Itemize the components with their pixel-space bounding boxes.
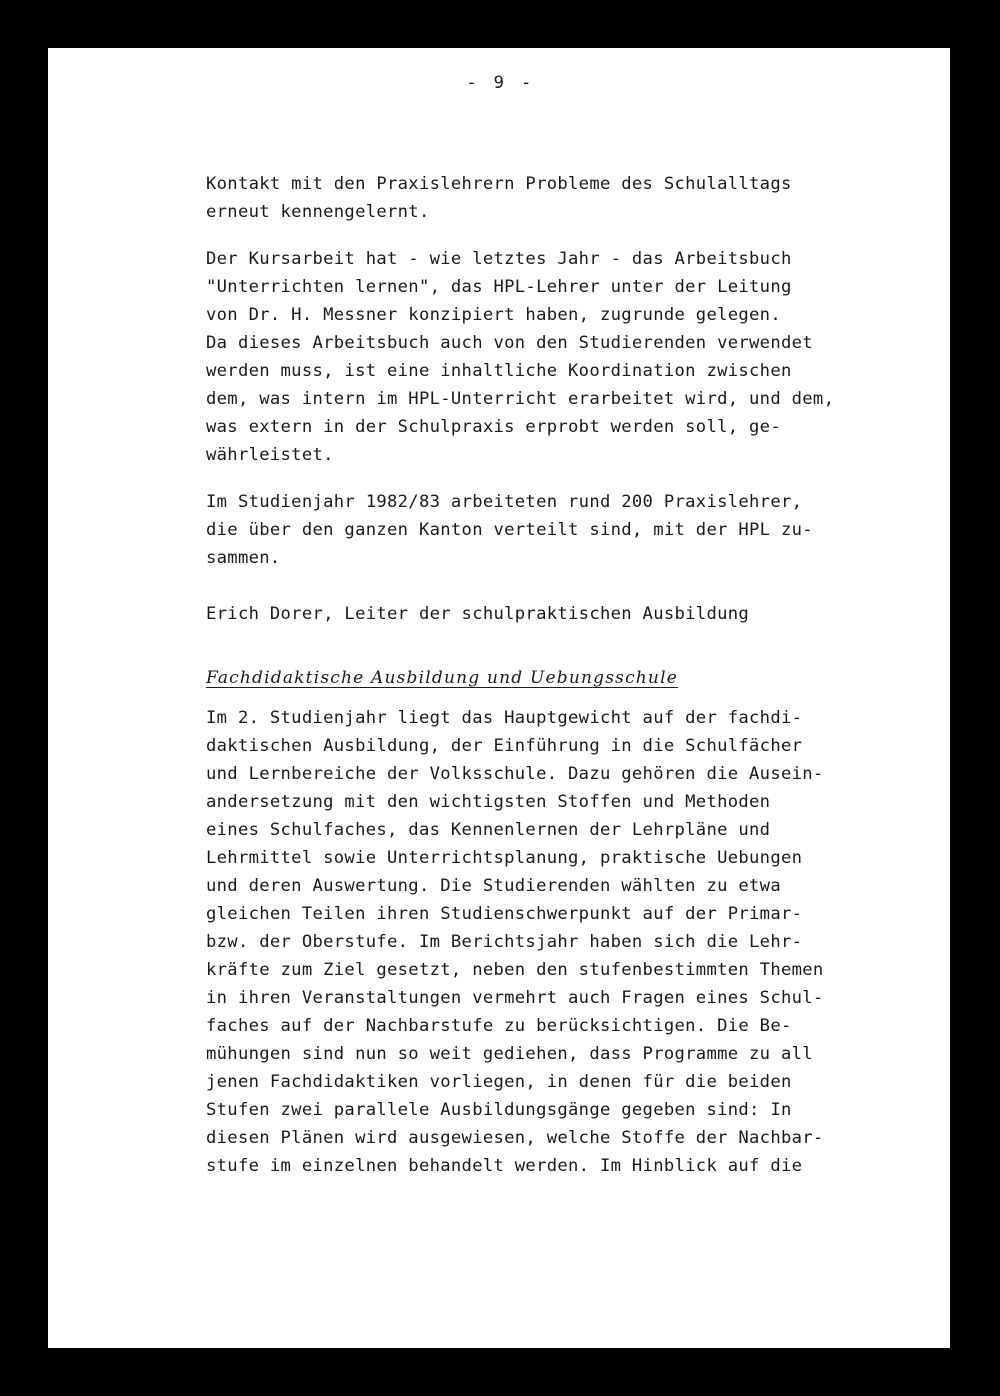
text-line: Da dieses Arbeitsbuch auch von den Studierenden verwendet [206, 333, 813, 353]
text-line: mühungen sind nun so weit gediehen, dass Programme zu all [206, 1044, 813, 1064]
paragraph-3 [206, 488, 926, 572]
section-paragraph [206, 704, 926, 1180]
text-line: stufe im einzelnen behandelt werden. Im Hinblick auf die [206, 1156, 803, 1176]
text-line: gleichen Teilen ihren Studienschwerpunkt auf der Primar- [206, 904, 803, 924]
text-line: was extern in der Schulpraxis erprobt werden soll, ge- [206, 417, 781, 437]
text-line: Der Kursarbeit hat - wie letztes Jahr - das Arbeitsbuch [206, 249, 792, 269]
text-line: von Dr. H. Messner konzipiert haben, zugrunde gelegen. [206, 305, 781, 325]
text-line: eines Schulfaches, das Kennenlernen der Lehrpläne und [206, 820, 771, 840]
text-line: Im Studienjahr 1982/83 arbeiteten rund 200 Praxislehrer, [206, 492, 803, 512]
text-line: Erich Dorer, Leiter der schulpraktischen Ausbildung [206, 604, 750, 624]
text-line: erneut kennengelernt. [206, 202, 430, 222]
text-line: andersetzung mit den wichtigsten Stoffen und Methoden [206, 792, 771, 812]
text-line: werden muss, ist eine inhaltliche Koordination zwischen [206, 361, 792, 381]
text-line: die über den ganzen Kanton verteilt sind, mit der HPL zu- [206, 520, 813, 540]
text-line: daktischen Ausbildung, der Einführung in die Schulfächer [206, 736, 803, 756]
paragraph-2 [206, 245, 926, 469]
text-line: faches auf der Nachbarstufe zu berücksichtigen. Die Be- [206, 1016, 792, 1036]
text-line: sammen. [206, 548, 281, 568]
text-line: dem, was intern im HPL-Unterricht erarbeitet wird, und dem, [206, 389, 835, 409]
text-line: kräfte zum Ziel gesetzt, neben den stufenbestimmten Themen [206, 960, 824, 980]
page-number: - 9 - [466, 73, 532, 93]
paragraph-1 [206, 170, 926, 226]
text-line: und Lernbereiche der Volksschule. Dazu gehören die Ausein- [206, 764, 824, 784]
text-line: Stufen zwei parallele Ausbildungsgänge gegeben sind: In [206, 1100, 792, 1120]
document-page [48, 48, 950, 1348]
text-line: "Unterrichten lernen", das HPL-Lehrer unter der Leitung [206, 277, 792, 297]
text-line: Kontakt mit den Praxislehrern Probleme des Schulalltags [206, 174, 792, 194]
text-line: Im 2. Studienjahr liegt das Hauptgewicht auf der fachdi- [206, 708, 803, 728]
author-signature-line [206, 600, 926, 628]
text-line: in ihren Veranstaltungen vermehrt auch Fragen eines Schul- [206, 988, 824, 1008]
section-heading: Fachdidaktische Ausbildung und Uebungsschule [206, 668, 678, 688]
text-line: bzw. der Oberstufe. Im Berichtsjahr haben sich die Lehr- [206, 932, 803, 952]
text-line: diesen Plänen wird ausgewiesen, welche Stoffe der Nachbar- [206, 1128, 824, 1148]
text-line: Lehrmittel sowie Unterrichtsplanung, praktische Uebungen [206, 848, 803, 868]
text-line: jenen Fachdidaktiken vorliegen, in denen für die beiden [206, 1072, 792, 1092]
text-line: währleistet. [206, 445, 334, 465]
text-line: und deren Auswertung. Die Studierenden wählten zu etwa [206, 876, 781, 896]
